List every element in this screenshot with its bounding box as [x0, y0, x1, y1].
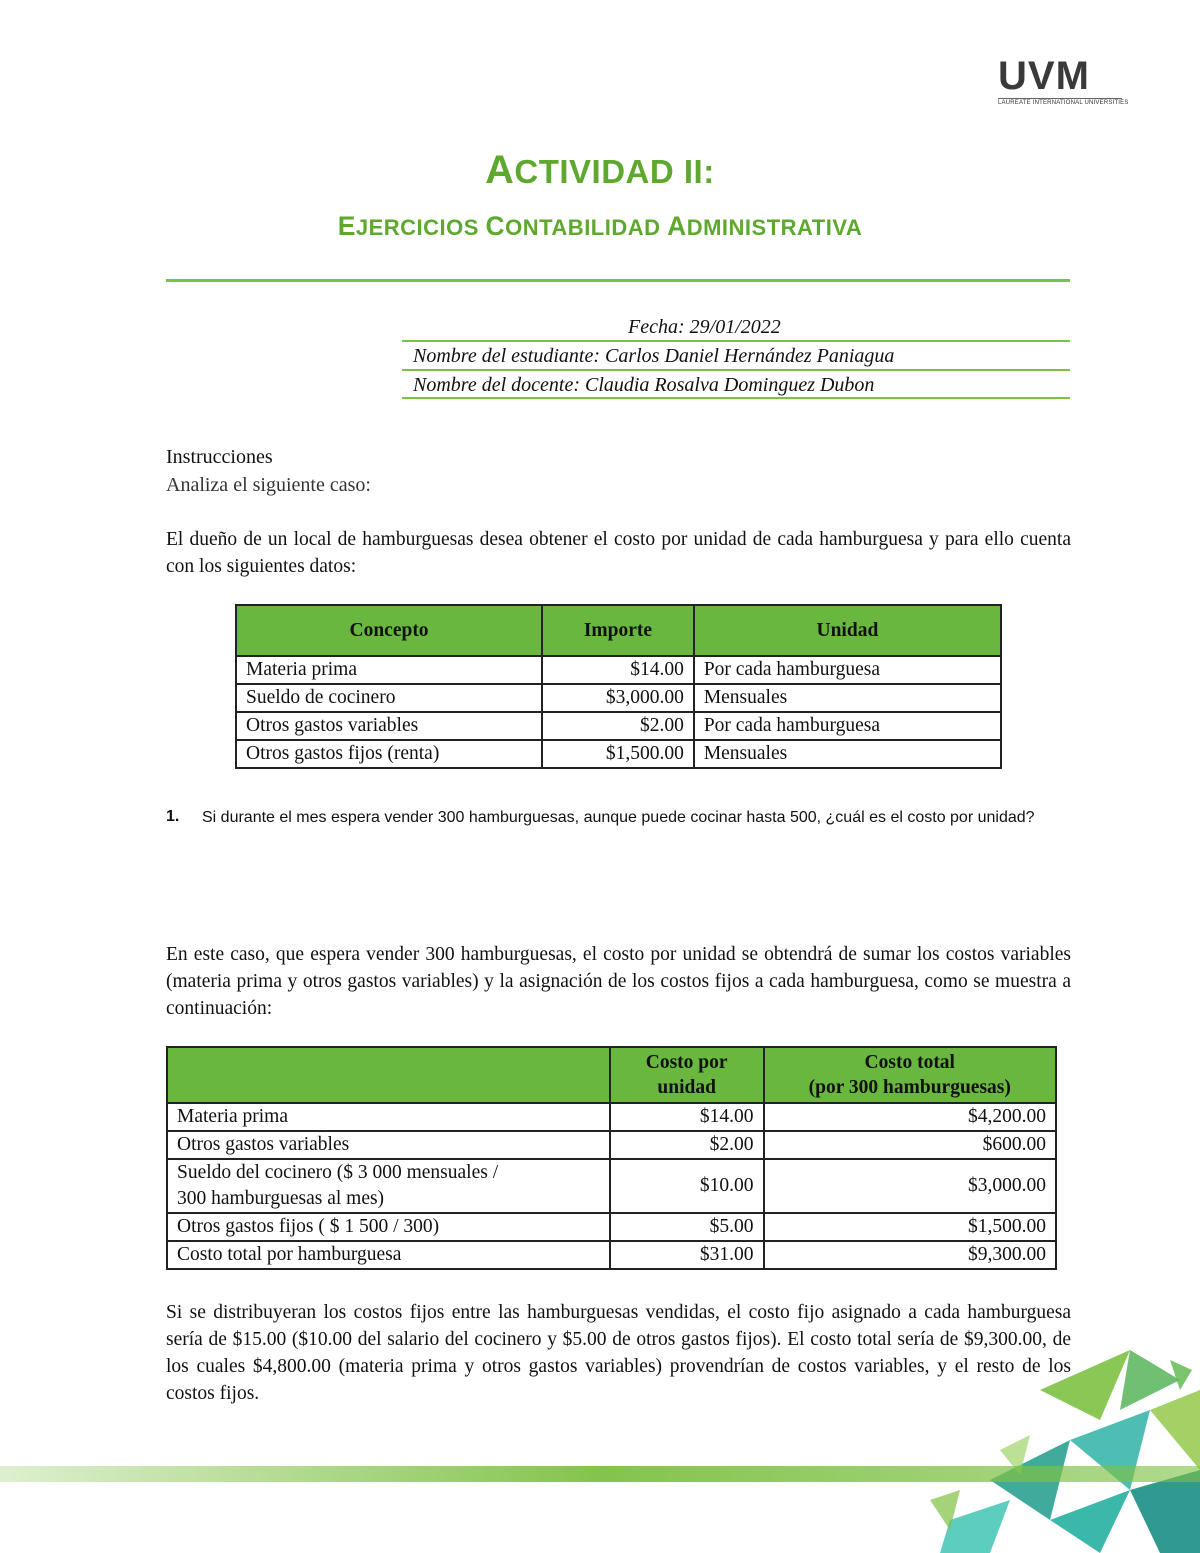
instructions-sub: Analiza el siguiente caso: [166, 474, 371, 496]
cell-line: 300 hamburguesas al mes) [177, 1188, 385, 1209]
subtitle-part: C [485, 211, 506, 241]
meta-divider [402, 397, 1070, 399]
table-cell: $2.00 [610, 1131, 764, 1159]
header-line: Costo total [864, 1052, 955, 1073]
table-header-row [167, 1047, 1056, 1103]
uvm-logo [998, 54, 1129, 108]
subtitle-part: A [667, 211, 687, 241]
subtitle-part: ONTABILIDAD [505, 215, 668, 240]
table-cell: $9,300.00 [764, 1241, 1056, 1269]
page-subtitle [0, 211, 1200, 242]
subtitle-part: DMINISTRATIVA [686, 215, 863, 240]
table-row [236, 712, 1001, 740]
table-cell: $4,200.00 [764, 1103, 1056, 1131]
date-field: Fecha: 29/01/2022 [628, 316, 781, 338]
title-rest: CTIVIDAD II: [514, 153, 715, 190]
table-cell: $5.00 [610, 1213, 764, 1241]
logo-word: UVM [998, 54, 1090, 98]
table-row [236, 740, 1001, 768]
table-cell: $1,500.00 [542, 740, 694, 768]
header-line: (por 300 hamburguesas) [808, 1077, 1011, 1098]
table-cell: Materia prima [236, 656, 542, 684]
cell-line: Sueldo del cocinero ($ 3 000 mensuales / [177, 1162, 499, 1183]
table-cell: $1,500.00 [764, 1213, 1056, 1241]
table-cell: $10.00 [610, 1159, 764, 1213]
question-number: 1. [166, 808, 180, 825]
table-cell: $2.00 [542, 712, 694, 740]
table-cell: Otros gastos fijos ( $ 1 500 / 300) [167, 1213, 610, 1241]
header-cell: Importe [542, 605, 694, 656]
question-text: Si durante el mes espera vender 300 hamburguesas, aunque puede cocinar hasta 500, ¿cuál es el costo por unidad? [202, 809, 1035, 826]
title-divider [166, 279, 1070, 282]
table-cell: Costo total por hamburguesa [167, 1241, 610, 1269]
page-title [0, 148, 1200, 193]
table-row [167, 1159, 1056, 1213]
header-cell: Concepto [236, 605, 542, 656]
table-cell: $14.00 [542, 656, 694, 684]
subtitle-part: E [337, 211, 356, 241]
table-row [236, 684, 1001, 712]
header-cell: Unidad [694, 605, 1001, 656]
table-cell: Mensuales [694, 740, 1001, 768]
table-cell: Sueldo de cocinero [236, 684, 542, 712]
decorative-polygons [930, 1350, 1200, 1553]
table-cell: $14.00 [610, 1103, 764, 1131]
data-table [235, 604, 1002, 769]
table-cell: Mensuales [694, 684, 1001, 712]
table-cell: Por cada hamburguesa [694, 712, 1001, 740]
student-name: Nombre del estudiante: Carlos Daniel Hernández Paniagua [413, 345, 895, 367]
header-cell [764, 1047, 1056, 1103]
cost-table [166, 1046, 1057, 1270]
table-row [167, 1131, 1056, 1159]
table-cell: $3,000.00 [764, 1159, 1056, 1213]
explanation-paragraph: En este caso, que espera vender 300 hamburguesas, el costo por unidad se obtendrá de sumar los costos variables (materia prima y otros gastos variables) y la asignación de los costos fijos a cada hamburguesa, como se muestra a continuación: [166, 944, 1071, 1019]
meta-divider [402, 369, 1070, 371]
table-cell: Otros gastos variables [236, 712, 542, 740]
table-cell: $3,000.00 [542, 684, 694, 712]
logo-subtitle: LAUREATE INTERNATIONAL UNIVERSITIES [998, 100, 1129, 106]
table-cell: Materia prima [167, 1103, 610, 1131]
table-row [167, 1213, 1056, 1241]
table-row [236, 656, 1001, 684]
table-cell: Otros gastos variables [167, 1131, 610, 1159]
meta-divider [402, 340, 1070, 342]
table-cell: $600.00 [764, 1131, 1056, 1159]
table-row [167, 1241, 1056, 1269]
title-initial: A [485, 148, 515, 192]
header-line: Costo por [645, 1052, 728, 1073]
teacher-name: Nombre del docente: Claudia Rosalva Dominguez Dubon [413, 374, 875, 396]
table-header-row [236, 605, 1001, 656]
subtitle-part: JERCICIOS [355, 215, 486, 240]
conclusion-paragraph: Si se distribuyeran los costos fijos entre las hamburguesas vendidas, el costo fijo asignado a cada hamburguesa sería de $15.00 ($10.00 del salario del cocinero y $5.00 de otros gastos fijos). El costo total sería de $9,300.00, de los cuales $4,800.00 (materia prima y otros gastos variables) provendrían de costos variables, y el resto de los costos fijos. [166, 1302, 1071, 1404]
header-cell [610, 1047, 764, 1103]
footer-bar [0, 1462, 1200, 1484]
header-line: unidad [657, 1077, 716, 1098]
table-cell: $31.00 [610, 1241, 764, 1269]
table-cell [167, 1159, 610, 1213]
instructions-heading: Instrucciones [166, 446, 273, 468]
table-cell: Por cada hamburguesa [694, 656, 1001, 684]
header-cell [167, 1047, 610, 1103]
intro-paragraph: El dueño de un local de hamburguesas desea obtener el costo por unidad de cada hamburguesa y para ello cuenta con los siguientes datos: [166, 529, 1071, 577]
table-row [167, 1103, 1056, 1131]
table-cell: Otros gastos fijos (renta) [236, 740, 542, 768]
